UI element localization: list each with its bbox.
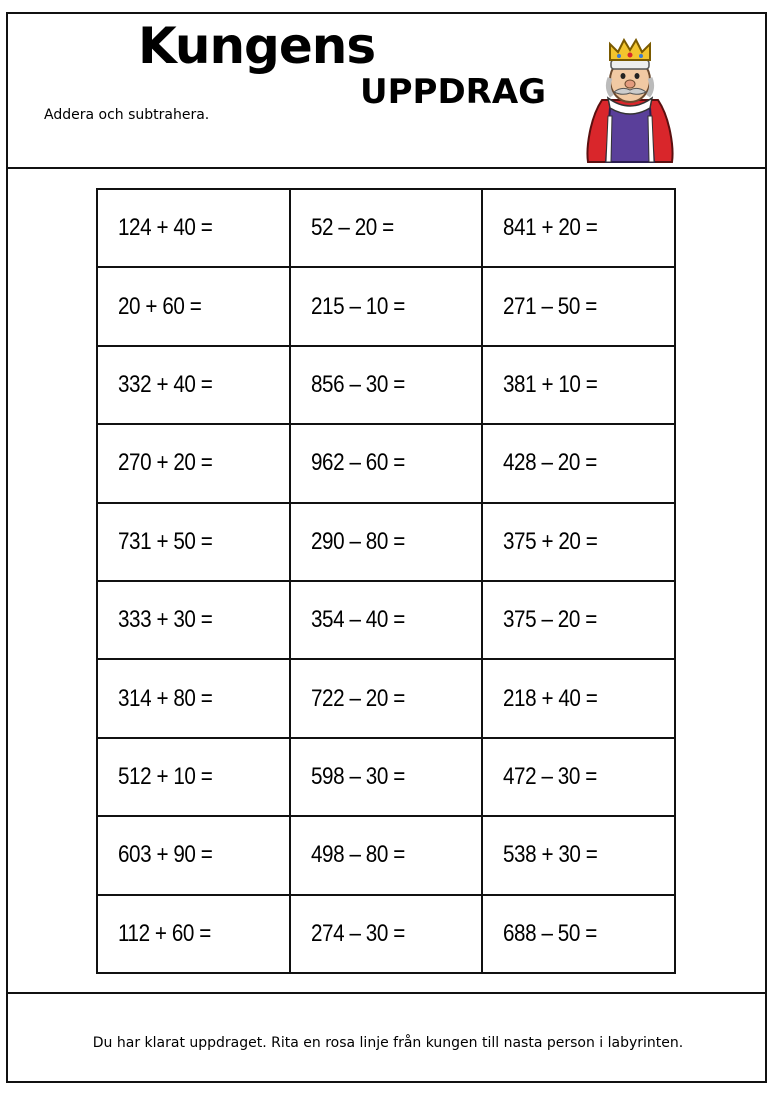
problem-text: 538 + 30 = (503, 841, 598, 869)
problem-text: 428 – 20 = (503, 449, 598, 477)
problem-text: 512 + 10 = (118, 762, 213, 790)
problem-text: 332 + 40 = (118, 370, 213, 398)
problem-cell (290, 503, 483, 581)
problem-text: 52 – 20 = (310, 214, 394, 242)
problem-text: 375 + 20 = (503, 527, 598, 555)
problem-cell (290, 895, 483, 973)
problem-text: 112 + 60 = (118, 919, 211, 947)
problem-cell (290, 424, 483, 502)
problem-text: 354 – 40 = (310, 606, 405, 634)
problem-cell (97, 503, 290, 581)
problem-cell (482, 738, 675, 816)
problem-cell (97, 267, 290, 345)
instruction-text: Addera och subtrahera. (44, 107, 210, 123)
page-subtitle: UPPDRAG (360, 72, 547, 112)
problem-cell (290, 346, 483, 424)
problem-row (97, 738, 675, 816)
problem-cell (482, 581, 675, 659)
problem-text: 314 + 80 = (118, 684, 213, 712)
problem-text: 841 + 20 = (503, 214, 598, 242)
problem-cell (290, 659, 483, 737)
problem-cell (482, 267, 675, 345)
problem-cell (482, 895, 675, 973)
problem-row (97, 503, 675, 581)
problem-row (97, 581, 675, 659)
problem-text: 375 – 20 = (503, 606, 598, 634)
problem-cell (97, 816, 290, 894)
problem-text: 333 + 30 = (118, 606, 213, 634)
problem-row (97, 659, 675, 737)
problem-cell (97, 738, 290, 816)
problem-text: 498 – 80 = (310, 841, 405, 869)
page-title: Kungens (138, 17, 376, 75)
problem-cell (97, 581, 290, 659)
king-icon (584, 38, 676, 166)
problem-text: 603 + 90 = (118, 841, 213, 869)
problem-cell (482, 659, 675, 737)
problem-text: 218 + 40 = (503, 684, 598, 712)
header-divider (6, 167, 767, 169)
problem-text: 290 – 80 = (310, 527, 405, 555)
problem-cell (482, 816, 675, 894)
problem-cell (290, 189, 483, 267)
problem-text: 731 + 50 = (118, 527, 213, 555)
problem-row (97, 424, 675, 502)
problem-cell (482, 346, 675, 424)
problem-text: 274 – 30 = (310, 919, 405, 947)
problem-text: 270 + 20 = (118, 449, 213, 477)
problem-grid (96, 188, 676, 974)
problem-row (97, 267, 675, 345)
footer-divider (6, 992, 767, 994)
problem-text: 381 + 10 = (503, 370, 598, 398)
problem-text: 598 – 30 = (310, 762, 405, 790)
problem-text: 271 – 50 = (503, 292, 598, 320)
problem-row (97, 189, 675, 267)
problem-text: 472 – 30 = (503, 762, 598, 790)
problem-text: 215 – 10 = (310, 292, 405, 320)
problem-cell (290, 267, 483, 345)
problem-row (97, 895, 675, 973)
problem-cell (97, 424, 290, 502)
problem-row (97, 346, 675, 424)
problem-cell (482, 189, 675, 267)
problem-cell (290, 738, 483, 816)
problem-cell (482, 424, 675, 502)
problem-row (97, 816, 675, 894)
problem-text: 20 + 60 = (118, 292, 202, 320)
problem-cell (290, 581, 483, 659)
problem-cell (290, 816, 483, 894)
problem-text: 124 + 40 = (118, 214, 213, 242)
problem-text: 722 – 20 = (310, 684, 405, 712)
problem-cell (97, 895, 290, 973)
problem-cell (97, 189, 290, 267)
footer-instruction: Du har klarat uppdraget. Rita en rosa linje från kungen till nasta person i labyrinten. (92, 1035, 684, 1051)
problem-cell (97, 659, 290, 737)
problem-text: 856 – 30 = (310, 370, 405, 398)
problem-cell (482, 503, 675, 581)
problem-text: 688 – 50 = (503, 919, 598, 947)
problem-text: 962 – 60 = (310, 449, 405, 477)
problem-cell (97, 346, 290, 424)
